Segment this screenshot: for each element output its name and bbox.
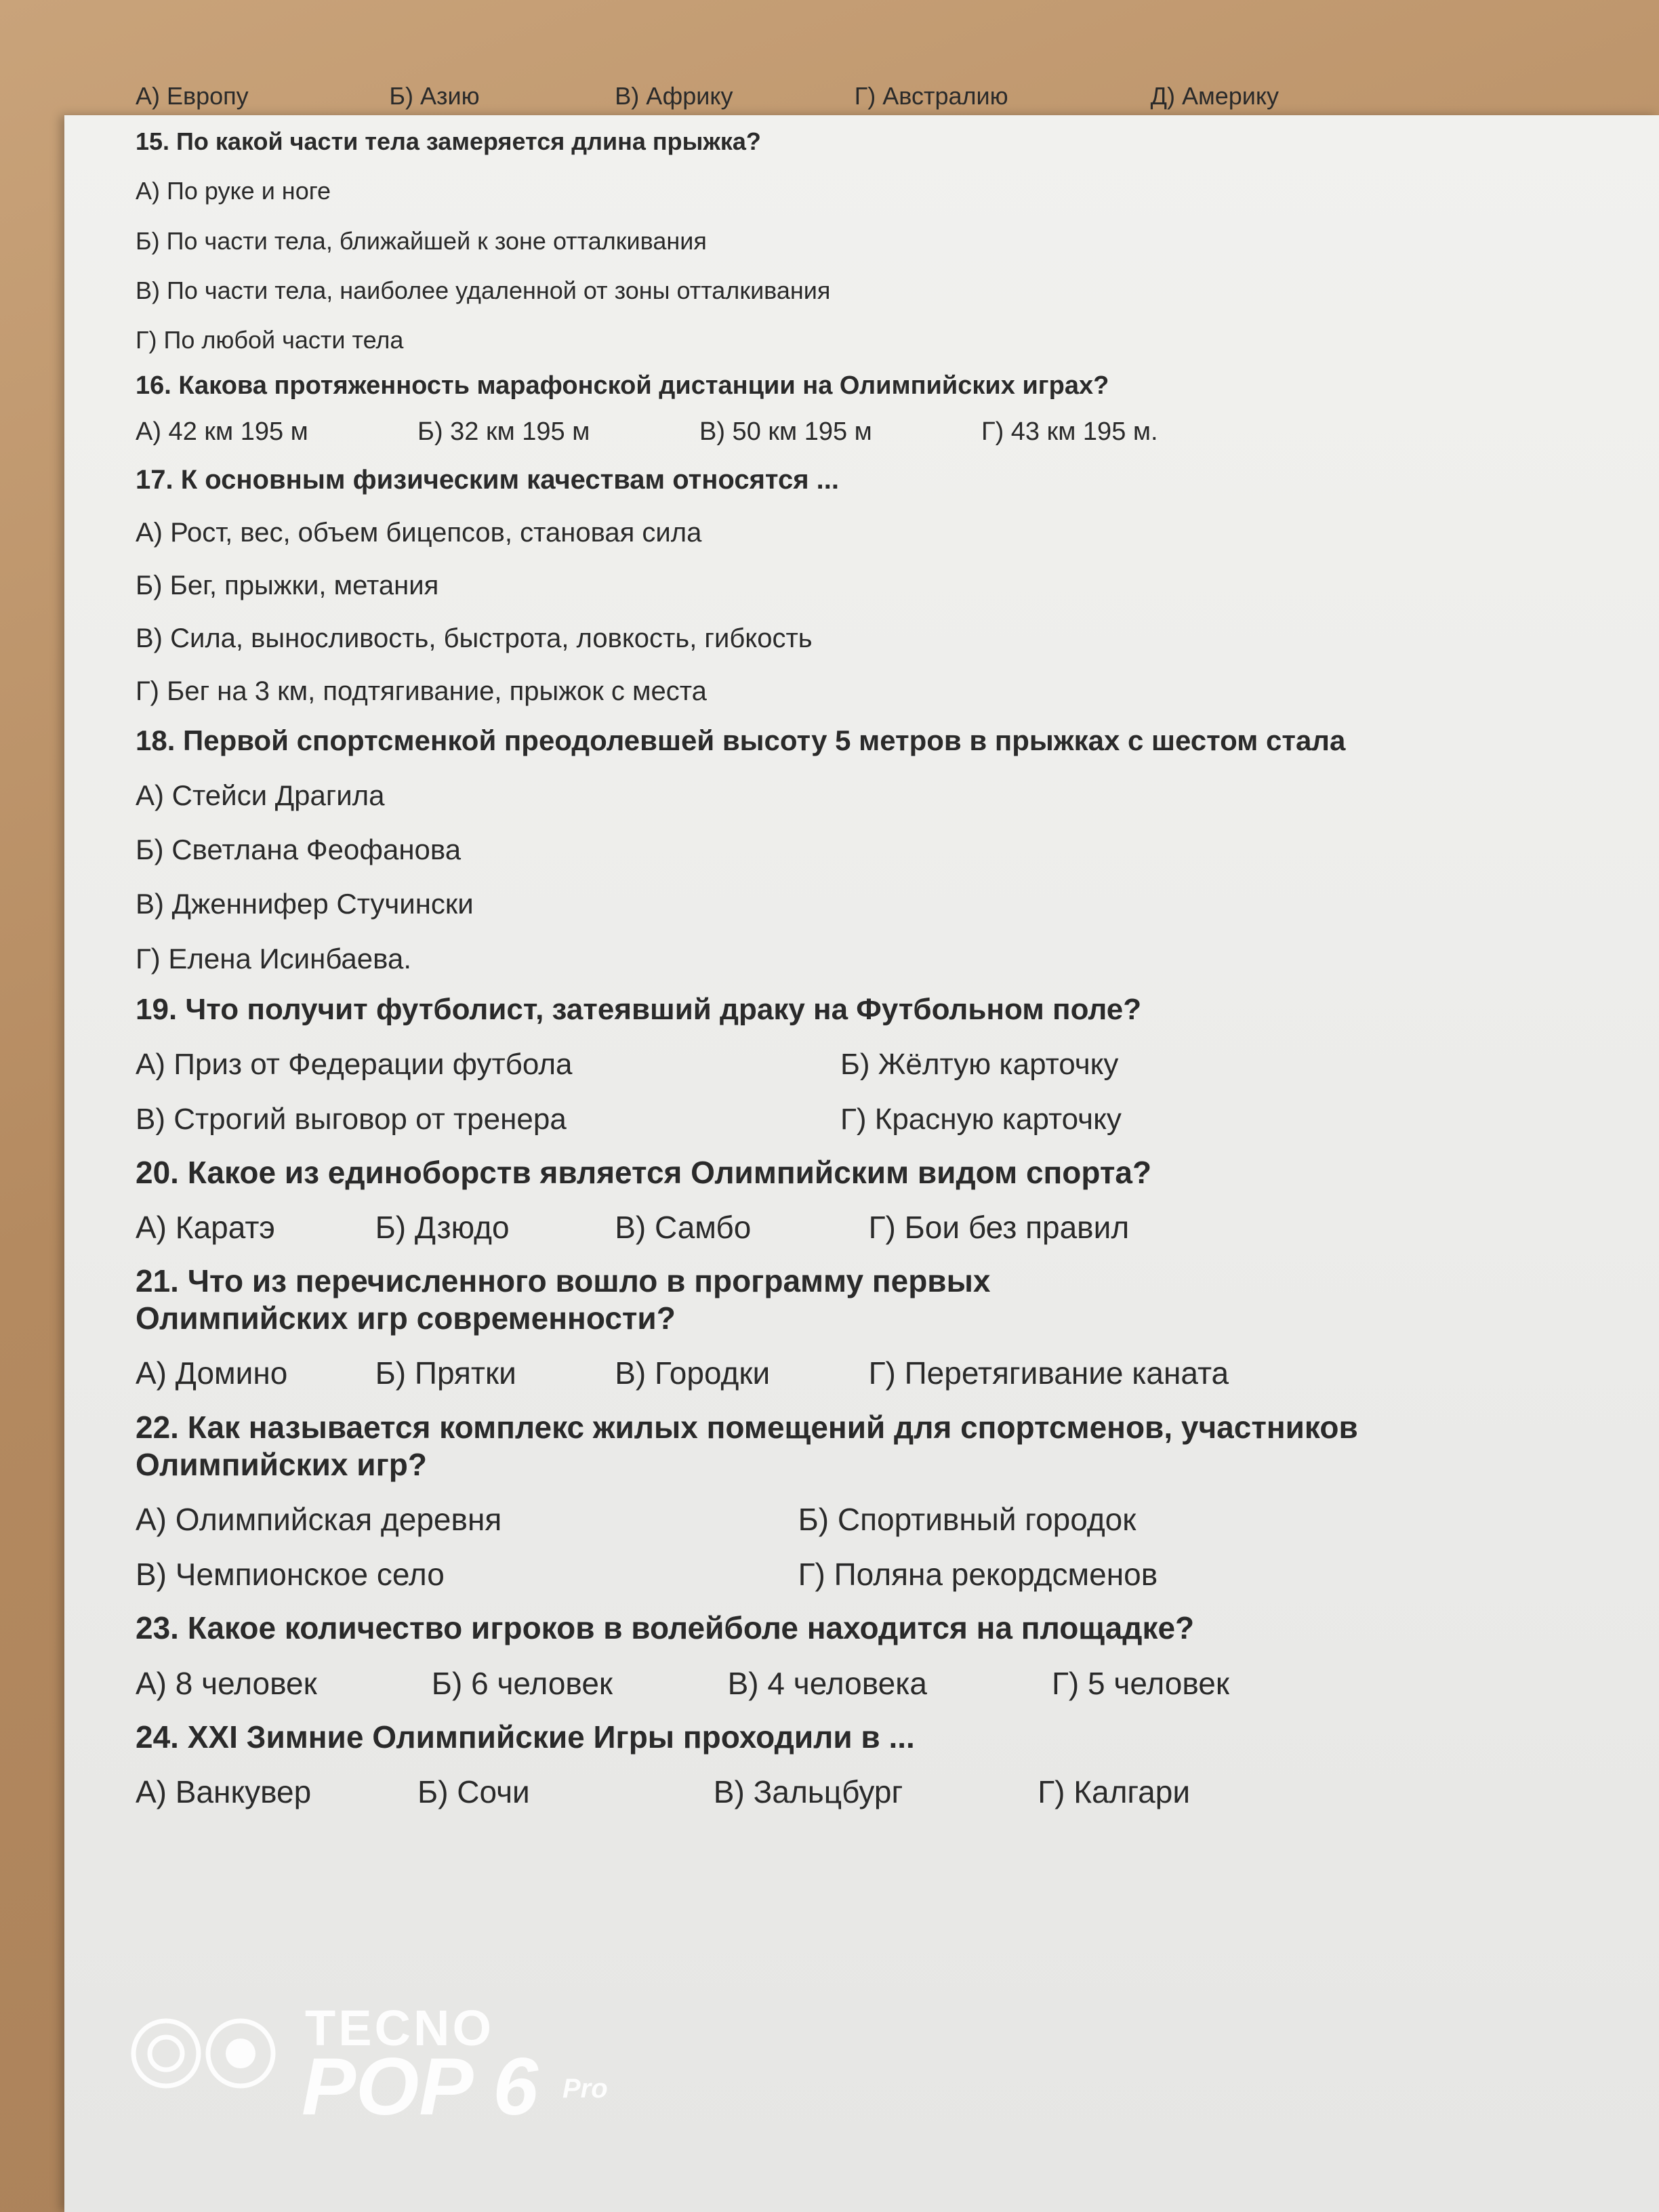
option-g: Г) 43 км 195 м. — [981, 417, 1158, 446]
question-text: 24. XXI Зимние Олимпийские Игры проходили в ... — [136, 1719, 915, 1755]
option-v: В) 4 человека — [727, 1665, 927, 1701]
question-18 — [136, 724, 1545, 976]
option-a: А) По руке и ноге — [136, 177, 331, 205]
question-text: 21. Что из перечисленного вошло в программу первых — [136, 1263, 991, 1299]
camera-dots-icon — [129, 2013, 285, 2094]
answer-row-header — [136, 81, 1545, 110]
option-b: Б) 6 человек — [431, 1665, 613, 1701]
option-g: Г) Красную карточку — [840, 1102, 1122, 1136]
option-b: Б) Бег, прыжки, метания — [136, 571, 439, 601]
question-text: 18. Первой спортсменкой преодолевшей высоту 5 метров в прыжках с шестом стала — [136, 724, 1346, 757]
test-content — [136, 81, 1545, 1827]
option-g: Г) Калгари — [1038, 1774, 1191, 1809]
option-a: А) Приз от Федерации футбола — [136, 1048, 573, 1082]
question-22 — [136, 1409, 1545, 1594]
option-v: В) Чемпионское село — [136, 1557, 445, 1593]
question-24 — [136, 1719, 1545, 1811]
question-text: 19. Что получит футболист, затеявший драку на Футбольном поле? — [136, 993, 1142, 1027]
option-b: Б) Дзюдо — [375, 1209, 510, 1245]
option-b: Б) Сочи — [417, 1774, 530, 1809]
question-text-continued: Олимпийских игр современности? — [136, 1300, 676, 1336]
option-g: Г) Поляна рекордсменов — [798, 1557, 1158, 1593]
option-a: А) Каратэ — [136, 1209, 275, 1245]
option-g: Г) Бег на 3 км, подтягивание, прыжок с места — [136, 676, 707, 707]
option-b: Б) Жёлтую карточку — [840, 1048, 1119, 1082]
option-v: В) Дженнифер Стучински — [136, 888, 474, 920]
option-b: Б) 32 км 195 м — [417, 417, 590, 446]
option-b: Б) Азию — [389, 82, 480, 110]
camera-watermark — [129, 1999, 644, 2132]
option-d: Д) Америку — [1150, 82, 1279, 110]
option-v: В) Зальцбург — [713, 1774, 903, 1809]
question-text: 22. Как называется комплекс жилых помещений для спортсменов, участников — [136, 1409, 1358, 1445]
answer-row — [136, 1209, 1545, 1246]
option-a: А) 8 человек — [136, 1665, 317, 1701]
answer-row — [136, 1047, 1545, 1083]
answer-row — [136, 1665, 1545, 1702]
answer-row — [136, 1774, 1545, 1811]
option-a: А) Рост, вес, объем бицепсов, становая сила — [136, 518, 702, 548]
question-15 — [136, 127, 1545, 354]
question-text: 16. Какова протяженность марафонской дистанции на Олимпийских играх? — [136, 371, 1109, 401]
question-text: 17. К основным физическим качествам относятся ... — [136, 465, 840, 495]
watermark-suffix: Pro — [562, 2074, 608, 2104]
answer-row — [136, 1556, 1545, 1593]
question-text: 20. Какое из единоборств является Олимпийским видом спорта? — [136, 1154, 1152, 1190]
question-text-continued: Олимпийских игр? — [136, 1446, 427, 1482]
option-v: В) 50 км 195 м — [699, 417, 872, 446]
option-b: Б) Прятки — [375, 1355, 516, 1391]
option-v: В) Африку — [615, 82, 733, 110]
option-g: Г) Елена Исинбаева. — [136, 942, 412, 975]
answer-row — [136, 1501, 1545, 1538]
question-19 — [136, 992, 1545, 1137]
answer-row — [136, 1355, 1545, 1392]
option-g: Г) 5 человек — [1051, 1665, 1229, 1701]
option-b: Б) По части тела, ближайшей к зоне отталкивания — [136, 226, 707, 255]
option-g: Г) Перетягивание каната — [868, 1355, 1229, 1391]
question-text: 23. Какое количество игроков в волейболе находится на площадке? — [136, 1610, 1195, 1646]
option-b: Б) Спортивный городок — [798, 1501, 1136, 1537]
option-v: В) Сила, выносливость, быстрота, ловкость, гибкость — [136, 623, 813, 654]
question-17 — [136, 464, 1545, 708]
question-text: 15. По какой части тела замеряется длина прыжка? — [136, 127, 761, 156]
watermark-model: POP 6 — [302, 2041, 539, 2132]
question-21 — [136, 1263, 1545, 1393]
option-a: А) Стейси Драгила — [136, 779, 385, 811]
option-g: Г) По любой части тела — [136, 325, 404, 354]
option-a: А) Олимпийская деревня — [136, 1501, 502, 1537]
option-a: А) Ванкувер — [136, 1774, 312, 1809]
question-20 — [136, 1154, 1545, 1246]
option-v: В) Самбо — [615, 1209, 752, 1245]
option-v: В) Строгий выговор от тренера — [136, 1102, 567, 1136]
answer-row — [136, 417, 1545, 448]
question-16 — [136, 371, 1545, 447]
option-a: А) Домино — [136, 1355, 288, 1391]
option-v: В) Городки — [615, 1355, 771, 1391]
option-g: Г) Бои без правил — [868, 1209, 1130, 1245]
option-g: Г) Австралию — [854, 82, 1008, 110]
answer-row — [136, 1102, 1545, 1138]
option-b: Б) Светлана Феофанова — [136, 834, 462, 866]
option-v: В) По части тела, наиболее удаленной от зоны отталкивания — [136, 276, 831, 304]
option-a: А) 42 км 195 м — [136, 417, 308, 446]
watermark-brand: TECNO — [305, 2000, 494, 2056]
question-23 — [136, 1610, 1545, 1702]
option-a: А) Европу — [136, 82, 249, 110]
